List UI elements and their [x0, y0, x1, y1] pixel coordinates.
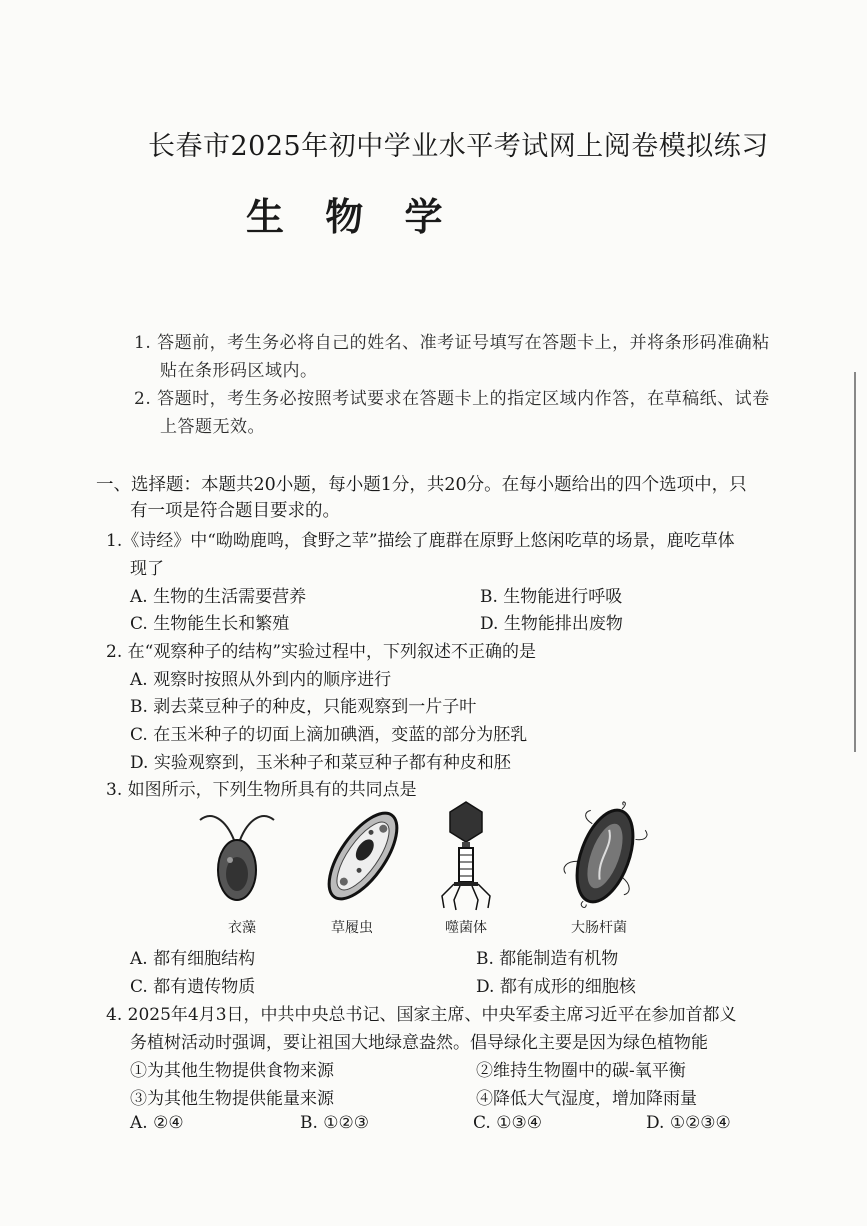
figure-caption: 噬菌体: [445, 920, 487, 936]
q2-option-c: C. 在玉米种子的切面上滴加碘酒，变蓝的部分为胚乳: [130, 725, 528, 745]
q4-item-1: ①为其他生物提供食物来源: [130, 1061, 334, 1081]
q1-option-d: D. 生物能排出废物: [480, 614, 623, 634]
figure-caption: 衣藻: [228, 920, 256, 936]
section-heading: 一、选择题：本题共20小题，每小题1分，共20分。在每小题给出的四个选项中，只: [96, 475, 747, 495]
page-edge-line: [854, 372, 856, 752]
q4-item-4: ④降低大气湿度，增加降雨量: [476, 1089, 697, 1109]
q4-option-d: D. ①②③④: [646, 1113, 731, 1133]
q1-option-a: A. 生物的生活需要营养: [130, 587, 307, 607]
q2-option-a: A. 观察时按照从外到内的顺序进行: [130, 670, 392, 690]
e-coli-figure: [560, 800, 650, 912]
note-line: 2. 答题时，考生务必按照考试要求在答题卡上的指定区域内作答，在草稿纸、试卷: [134, 389, 770, 409]
q2-stem: 2. 在“观察种子的结构”实验过程中，下列叙述不正确的是: [106, 642, 537, 662]
note-line: 贴在条形码区域内。: [160, 361, 318, 381]
q1-stem: 1.《诗经》中“呦呦鹿鸣，食野之苹”描绘了鹿群在原野上悠闲吃草的场景，鹿吃草体: [106, 531, 735, 551]
q4-stem: 4. 2025年4月3日，中共中央总书记、国家主席、中央军委主席习近平在参加首都义: [106, 1005, 737, 1025]
q1-option-b: B. 生物能进行呼吸: [480, 587, 623, 607]
exam-title: 长春市2025年初中学业水平考试网上阅卷模拟练习: [148, 131, 769, 162]
q4-option-c: C. ①③④: [473, 1113, 542, 1133]
chlamydomonas-figure: [196, 800, 280, 910]
q3-option-d: D. 都有成形的细胞核: [476, 977, 636, 997]
q3-stem: 3. 如图所示，下列生物所具有的共同点是: [106, 780, 417, 800]
q1-option-c: C. 生物能生长和繁殖: [130, 614, 290, 634]
q4-option-b: B. ①②③: [300, 1113, 370, 1133]
note-line: 上答题无效。: [160, 417, 265, 437]
q3-option-b: B. 都能制造有机物: [476, 949, 619, 969]
q3-option-a: A. 都有细胞结构: [130, 949, 256, 969]
figure-caption: 草履虫: [331, 920, 373, 936]
q4-stem-cont: 务植树活动时强调，要让祖国大地绿意盎然。倡导绿化主要是因为绿色植物能: [130, 1033, 708, 1053]
bacteriophage-figure: [436, 800, 496, 912]
figure-caption: 大肠杆菌: [571, 920, 627, 936]
q2-option-d: D. 实验观察到，玉米种子和菜豆种子都有种皮和胚: [130, 753, 511, 773]
q2-option-b: B. 剥去菜豆种子的种皮，只能观察到一片子叶: [130, 697, 477, 717]
section-heading-cont: 有一项是符合题目要求的。: [130, 501, 340, 521]
paramecium-figure: [318, 800, 408, 912]
note-line: 1. 答题前，考生务必将自己的姓名、准考证号填写在答题卡上，并将条形码准确粘: [134, 333, 770, 353]
subject-title: 生 物 学: [246, 194, 457, 239]
q4-item-3: ③为其他生物提供能量来源: [130, 1089, 334, 1109]
q4-item-2: ②维持生物圈中的碳-氧平衡: [476, 1061, 686, 1081]
q1-stem-cont: 现了: [130, 559, 164, 579]
q4-option-a: A. ②④: [130, 1113, 184, 1133]
q3-option-c: C. 都有遗传物质: [130, 977, 256, 997]
